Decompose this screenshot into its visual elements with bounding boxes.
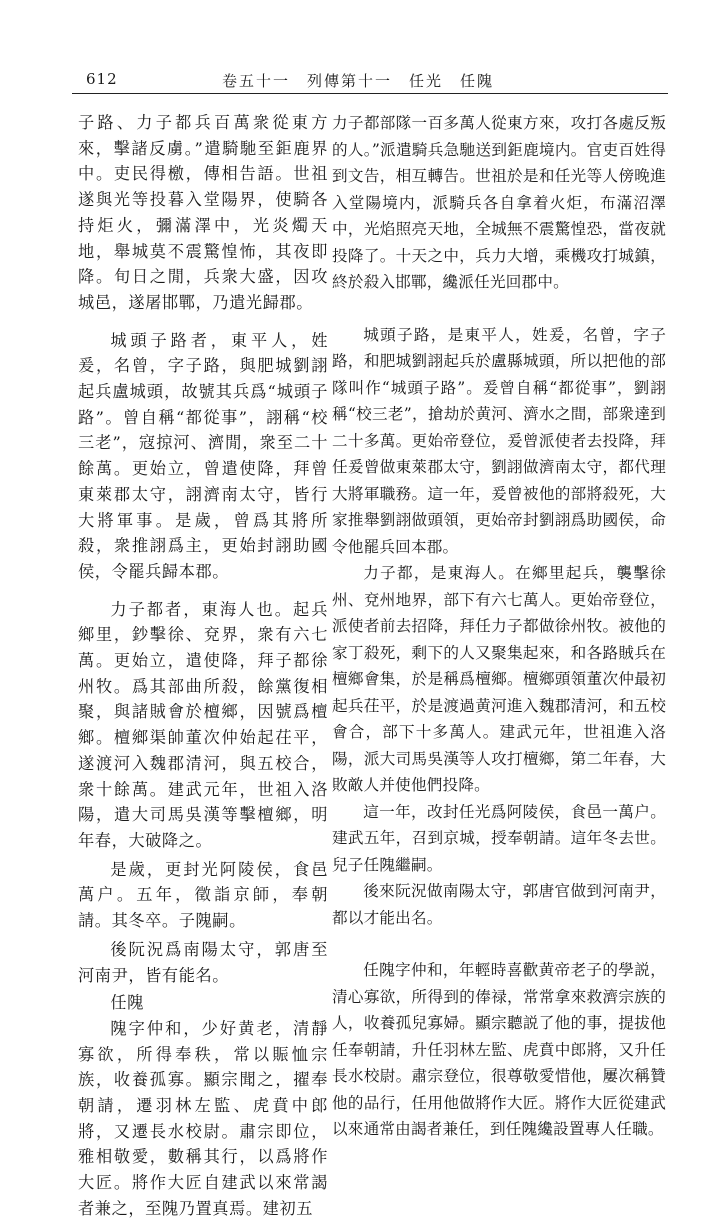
running-head: 卷五十一 列傳第十一 任光 任隗 — [222, 72, 495, 90]
classical-paragraph-1: 子路、力子都兵百萬衆從東方來，擊諸反虜。”遣騎馳至鉅鹿界中。吏民得檄，傳相告語。世祖遂與光等投暮入堂陽界，使騎各持炬火，彌滿澤中，光炎燭天地，舉城莫不震驚惶怖，其夜即降。旬日之閒，兵衆大盛，因攻城邑，遂屠邯鄲，乃遣光歸郡。 — [78, 113, 328, 312]
classical-paragraph-4: 是歲，更封光阿陵侯，食邑萬户。五年，徵詣京師，奉朝請。其冬卒。子隗嗣。 — [78, 859, 328, 931]
classical-paragraph-3: 力子都者，東海人也。起兵鄉里，鈔擊徐、兗界，衆有六七萬。更始立，遣使降，拜子都徐州牧。爲其部曲所殺，餘黨復相聚，與諸賊會於檀鄉，因號爲檀鄉。檀鄉渠帥董次仲始起茌平，遂渡河入魏郡清河，與五校合，衆十餘萬。建武元年，世祖入洛陽，遣大司馬吳漢等擊檀鄉，明年春，大破降之。 — [78, 599, 328, 850]
translation-paragraph-2: 城頭子路，是東平人，姓爰，名曾，字子路，和肥城劉詡起兵於盧縣城頭，所以把他的部隊叫作“城頭子路”。爰曾自稱“都從事”，劉詡稱“校三老”，搶劫於黄河、濟水之間，部衆達到二十多萬。更始帝登位，爰曾派使者去投降，拜任爰曾做東萊郡太守，劉詡做濟南太守，都代理大將軍職務。這一年，爰曾被他的部將殺死，大家推舉劉詡做頭領，更始帝封劉詡爲助國侯，命令他罷兵回本郡。 — [332, 325, 666, 556]
classical-paragraph-5: 後阮況爲南陽太守，郭唐至河南尹，皆有能名。 — [78, 939, 328, 985]
page-number: 612 — [86, 70, 118, 88]
translation-paragraph-3: 力子都，是東海人。在鄉里起兵，襲擊徐州、兗州地界，部下有六七萬人。更始帝登位，派使者前去招降，拜任力子都做徐州牧。被他的家丁殺死，剩下的人又聚集起來，和各路賊兵在檀鄉會集，於是稱爲檀鄉。檀鄉頭領董次仲最初起兵茌平，於是渡過黄河進入魏郡清河，和五校會合，部下十多萬人。建武元年，世祖進入洛陽，派大司馬吳漢等人攻打檀鄉，第二年春，大敗敵人并使他們投降。 — [332, 564, 666, 794]
translation-paragraph-5: 後來阮況做南陽太守，郭唐官做到河南尹，都以才能出名。 — [332, 882, 666, 927]
translation-paragraph-6: 任隗字仲和，年輕時喜歡黄帝老子的學説，清心寡欲，所得到的俸禄，常常拿來救濟宗族的人，收養孤兒寡婦。顯宗聽説了他的事，提拔他任奉朝請，升任羽林左監、虎賁中郎將，又升任長水校尉。肅宗登位，很尊敬愛惜他，屢次稱贊他的品行，任用他做將作大匠。將作大匠從建武以來通常由謁者兼任，到任隗纔設置專人任職。 — [332, 961, 666, 1138]
translation-column — [332, 110, 666, 1143]
translation-paragraph-1: 力子都部隊一百多萬人從東方來，攻打各處反叛的人。”派遣騎兵急馳送到鉅鹿境内。官吏百姓得到文告，相互轉告。世祖於是和任光等人傍晚進入堂陽境内，派騎兵各自拿着火炬，布滿沼澤中，光焰照亮天地，全城無不震驚惶恐，當夜就投降了。十天之中，兵力大增，乘機攻打城鎮，終於殺入邯鄲，纔派任光回郡中。 — [332, 114, 666, 291]
translation-paragraph-4: 這一年，改封任光爲阿陵侯，食邑一萬户。建武五年，召到京城，授奉朝請。這年冬去世。兒子任隗繼嗣。 — [332, 802, 666, 874]
classical-paragraph-2: 城頭子路者，東平人，姓爰，名曾，字子路，與肥城劉詡起兵盧城頭，故號其兵爲“城頭子路”。曾自稱“都從事”，詡稱“校三老”，寇掠河、濟閒，衆至二十餘萬。更始立，曾遣使降，拜曾東萊郡太守，詡濟南太守，皆行大將軍事。是歲，曾爲其將所殺，衆推詡爲主，更始封詡助國侯，令罷兵歸本郡。 — [78, 330, 328, 581]
section-heading: 任隗 — [110, 993, 144, 1013]
classical-paragraph-6: 隗字仲和，少好黄老，清靜寡欲，所得奉秩，常以賑恤宗族，收養孤寡。顯宗聞之，擢奉朝請，遷羽林左監、虎賁中郎將，又遷長水校尉。肅宗即位，雅相敬愛，數稱其行，以爲將作大匠。將作大匠自建武以來常謁者兼之，至隗乃置真焉。建初五 — [78, 1018, 328, 1218]
classical-text-column — [78, 110, 328, 1222]
header-rule — [72, 93, 668, 94]
